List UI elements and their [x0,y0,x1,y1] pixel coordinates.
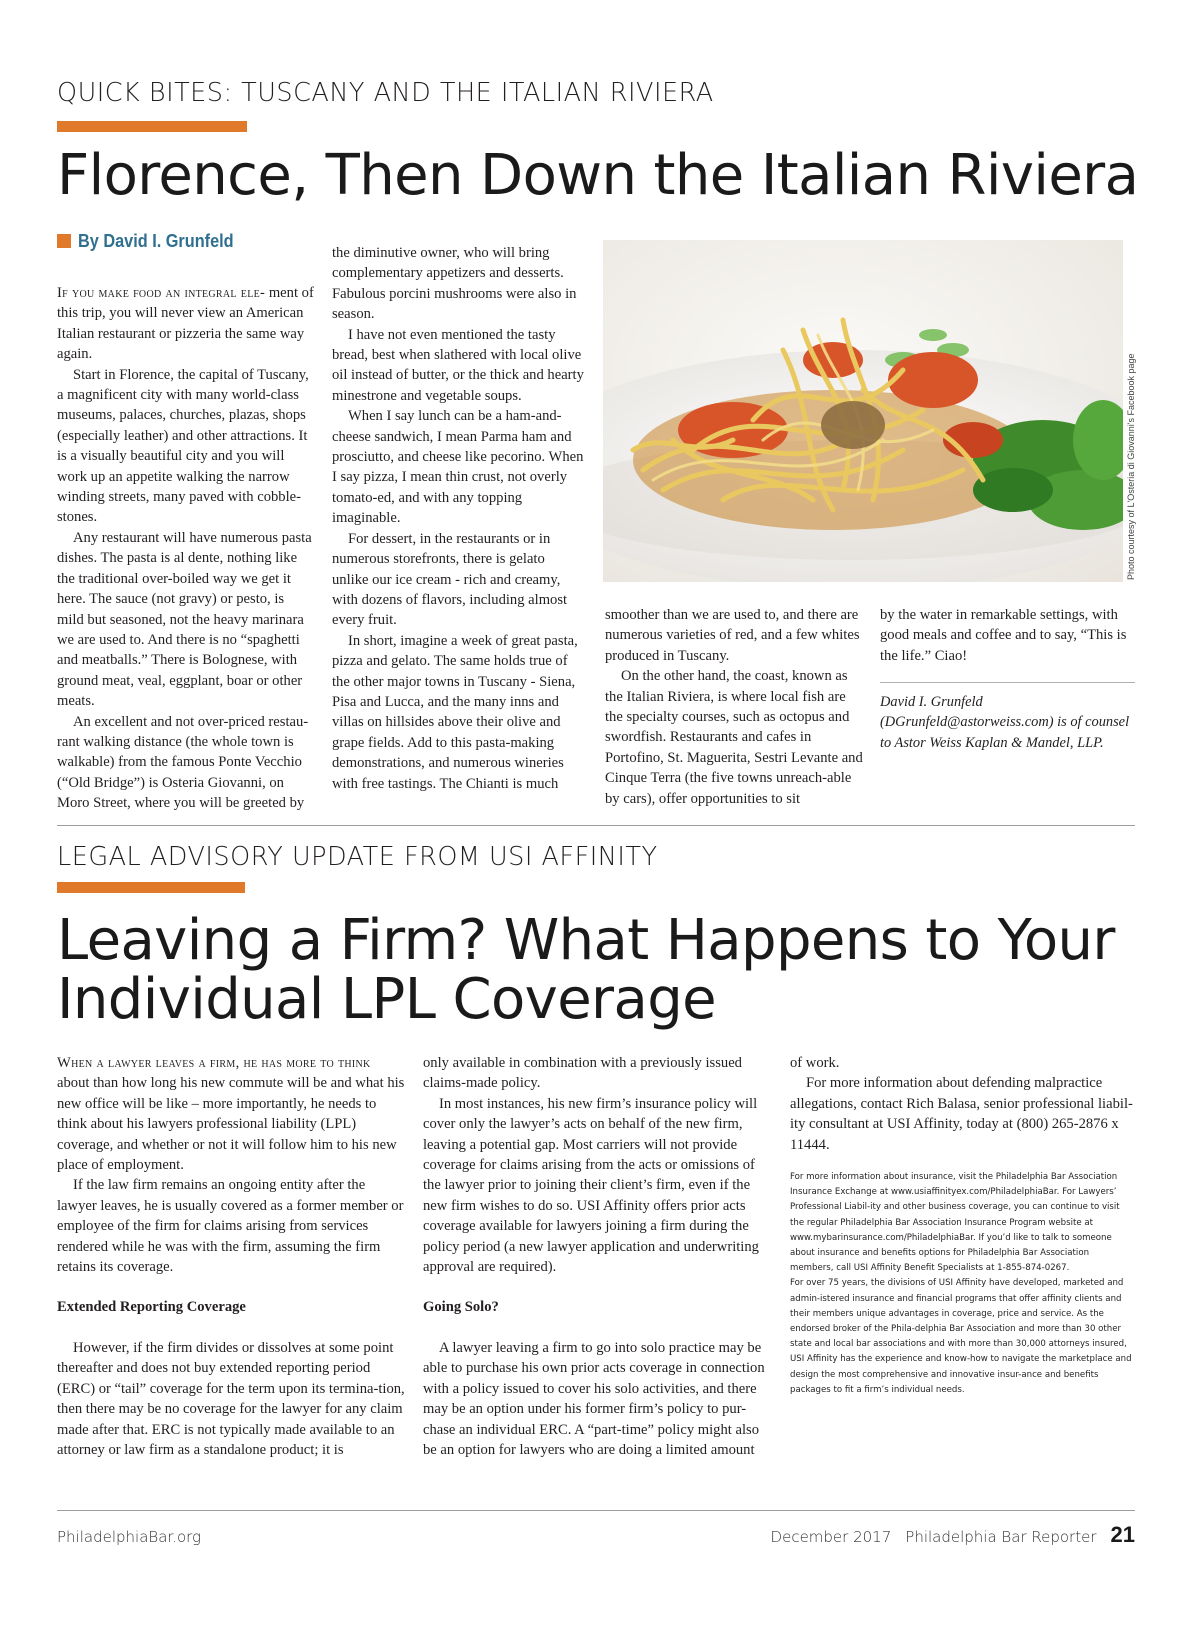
insurance-fine-print [790,1170,1135,1398]
paragraph: of work. [790,1055,840,1071]
photo-credit: Photo courtesy of L'Osteria di Giovanni's Facebook page [1126,353,1136,580]
footer-issue-info [771,1522,1135,1548]
paragraph: For more information about defending malpractice allegations, contact Rich Balasa, senior professional liabil-ity consultant at USI Affinity, today at (800) 265-2876 x 11444. [790,1075,1133,1153]
byline-text: By David I. Grunfeld [78,230,234,251]
article1-column-1 [57,283,314,814]
paragraph: Start in Florence, the capital of Tuscany, a magnificent city with many world-class museums, palaces, churches, plazas, shops (especially leather) and other attractions. It is a visually beautiful city and you will work up an appetite walking the narrow winding streets, many paved with cobble-stones. [57,366,309,526]
paragraph: A lawyer leaving a firm to go into solo practice may be able to purchase his own prior acts coverage in connection with a policy issued to cover his solo activities, and there may be an option under his former firm’s policy to pur-chase an individual ERC. A “part-time” policy might also be an option for lawyers who are doing a limited amount [423,1339,765,1458]
article1-column-3 [605,605,865,809]
paragraph: In most instances, his new firm’s insurance policy will cover only the lawyer’s acts on behalf of the new firm, leaving a potential gap. Most carriers will not provide coverage for claims arising from the acts or omissions of the lawyer prior to joining their client’s firm, even if the new firm wishes to do so. USI Affinity offers prior acts coverage available for lawyers joining a firm during the policy period (a new lawyer application and underwriting approval are required). [423,1095,759,1276]
paragraph: However, if the firm divides or dissolves at some point thereafter and does not buy extended reporting period (ERC) or “tail” coverage for the term upon its termina-tion, then there may be no coverage for the lawyer for any claim made after that. ERC is not typically made available to an attorney or law firm as a standalone product; it is [57,1339,405,1458]
pasta-photo [603,240,1123,582]
article1-column-4 [880,605,1135,666]
fine-print-paragraph: For more information about insurance, visit the Philadelphia Bar Association Insurance Exchange at www.usiaffinityex.com/PhiladelphiaBar. For Lawyers’ Professional Liabil-ity and other business coverage, you can continue to visit the regular Philadelphia Bar Association Insurance Program website at www.mybarinsurance.com/PhiladelphiaBar. If you’d like to talk to someone about insurance and benefits options for Philadelphia Bar Association members, call USI Affinity Benefit Specialists at 1-855-874-0267. [790,1172,1120,1274]
kicker-accent-bar [57,121,247,132]
paragraph: I have not even mentioned the tasty bread, best when slathered with local olive oil instead of butter, or the thick and hearty minestrone and vegetable soups. [332,326,584,404]
paragraph: by the water in remarkable settings, with good meals and coffee and to say, “This is the life.” Ciao! [880,607,1127,664]
paragraph: When I say lunch can be a ham-and-cheese sandwich, I mean Parma ham and prosciutto, and cheese like pecorino. When I say pizza, I mean thin crust, not overly tomato-ed, and with any topping imaginable. [332,408,584,527]
lead-in: When a lawyer leaves a firm, he has more to think [57,1055,371,1071]
bio-divider [880,682,1135,683]
article-headline: Florence, Then Down the Italian Riviera [57,143,1139,208]
article2-column-3 [790,1053,1135,1155]
article-headline-line-1: Leaving a Firm? What Happens to Your [57,908,1115,973]
footer-publication: Philadelphia Bar Reporter [905,1528,1097,1546]
article1-column-2 [332,243,584,794]
article2-column-1 [57,1053,405,1460]
article-headline-line-2: Individual LPL Coverage [57,967,716,1032]
footer-divider [57,1510,1135,1511]
lead-in: If you make food an integral ele- [57,285,266,301]
paragraph [57,1053,405,1175]
fine-print-paragraph: For over 75 years, the divisions of USI Affinity have developed, marketed and admin-istered insurance and financial programs that offer affinity clients and their members unique advantages in coverage, price and service. As the endorsed broker of the Phila-delphia Bar Association and more than 30 other state and local bar associations and with more than 30,000 attorneys insured, USI Affinity has the experience and know-how to navigate the marketplace and design the most comprehensive and innovative insur-ance and benefits packages to fit a firm’s individual needs. [790,1278,1132,1395]
paragraph-text: about than how long his new commute will be and what his new office will be like – more importantly, he needs to think about his lawyers professional liability (LPL) coverage, and whether or not it will follow him to his new place of employment. [57,1075,405,1174]
article2-column-2 [423,1053,771,1460]
paragraph: On the other hand, the coast, known as the Italian Riviera, is where local fish are the specialty courses, such as octopus and swordfish. Restaurants and cafes in Portofino, St. Maguerita, Sestri Levante and Cinque Terra (the five towns unreach-able by cars), offer opportunities to sit [605,668,863,807]
paragraph: In short, imagine a week of great pasta, pizza and gelato. The same holds true of the other major towns in Tuscany - Siena, Pisa and Lucca, and the many inns and villas on hillsides above their olive and grape fields. Add to this pasta-making demonstrations, and numerous wineries with free tastings. The Chianti is much [332,632,578,792]
section-kicker: LEGAL ADVISORY UPDATE FROM USI AFFINITY [57,842,658,872]
paragraph: Any restaurant will have numerous pasta dishes. The pasta is al dente, nothing like the traditional over-boiled way we get it here. The sauce (not gravy) or pesto, is mild but seasoned, not the heavy marinara we are used to. And there is no “spaghetti and meatballs.” There is Bolognese, with ground meat, veal, eggplant, boar or other meats. [57,529,312,710]
paragraph: only available in combination with a previously issued claims-made policy. [423,1055,742,1092]
pasta-dish-image [603,240,1123,582]
paragraph: smoother than we are used to, and there are numerous varieties of red, and a few whites produced in Tuscany. [605,607,860,664]
paragraph-text: ment of this trip, you will never view an American Italian restaurant or pizzeria the same way again. [57,285,314,363]
page-number: 21 [1110,1522,1135,1547]
kicker-accent-bar [57,882,245,893]
byline-square-icon [57,234,71,248]
footer-site-link[interactable]: PhiladelphiaBar.org [57,1528,202,1546]
section-divider [57,825,1135,826]
paragraph: the diminutive owner, who will bring complementary appetizers and desserts. Fabulous porcini mushrooms were also in season. [332,245,577,323]
byline [57,230,255,252]
paragraph [57,283,314,365]
subheading: Going Solo? [423,1299,499,1316]
subheading: Extended Reporting Coverage [57,1299,246,1316]
section-kicker: QUICK BITES: TUSCANY AND THE ITALIAN RIVIERA [57,78,714,108]
paragraph: For dessert, in the restaurants or in numerous storefronts, there is gelato unlike our ice cream - rich and creamy, with dozens of flavors, including almost every fruit. [332,530,568,629]
paragraph: If the law firm remains an ongoing entity after the lawyer leaves, he is usually covered as a former member or employee of the firm for claims arising from services rendered while he was with the firm, assuming the firm retains its coverage. [57,1177,404,1276]
footer-issue-date: December 2017 [770,1528,892,1546]
author-bio: David I. Grunfeld (DGrunfeld@astorweiss.com) is of counsel to Astor Weiss Kaplan & Mandel, LLP. [880,694,1130,751]
paragraph: An excellent and not over-priced restau-rant walking distance (the whole town is walkable) from the famous Ponte Vecchio (“Old Bridge”) is Osteria Giovanni, on Moro Street, where you will be greeted by [57,713,309,812]
